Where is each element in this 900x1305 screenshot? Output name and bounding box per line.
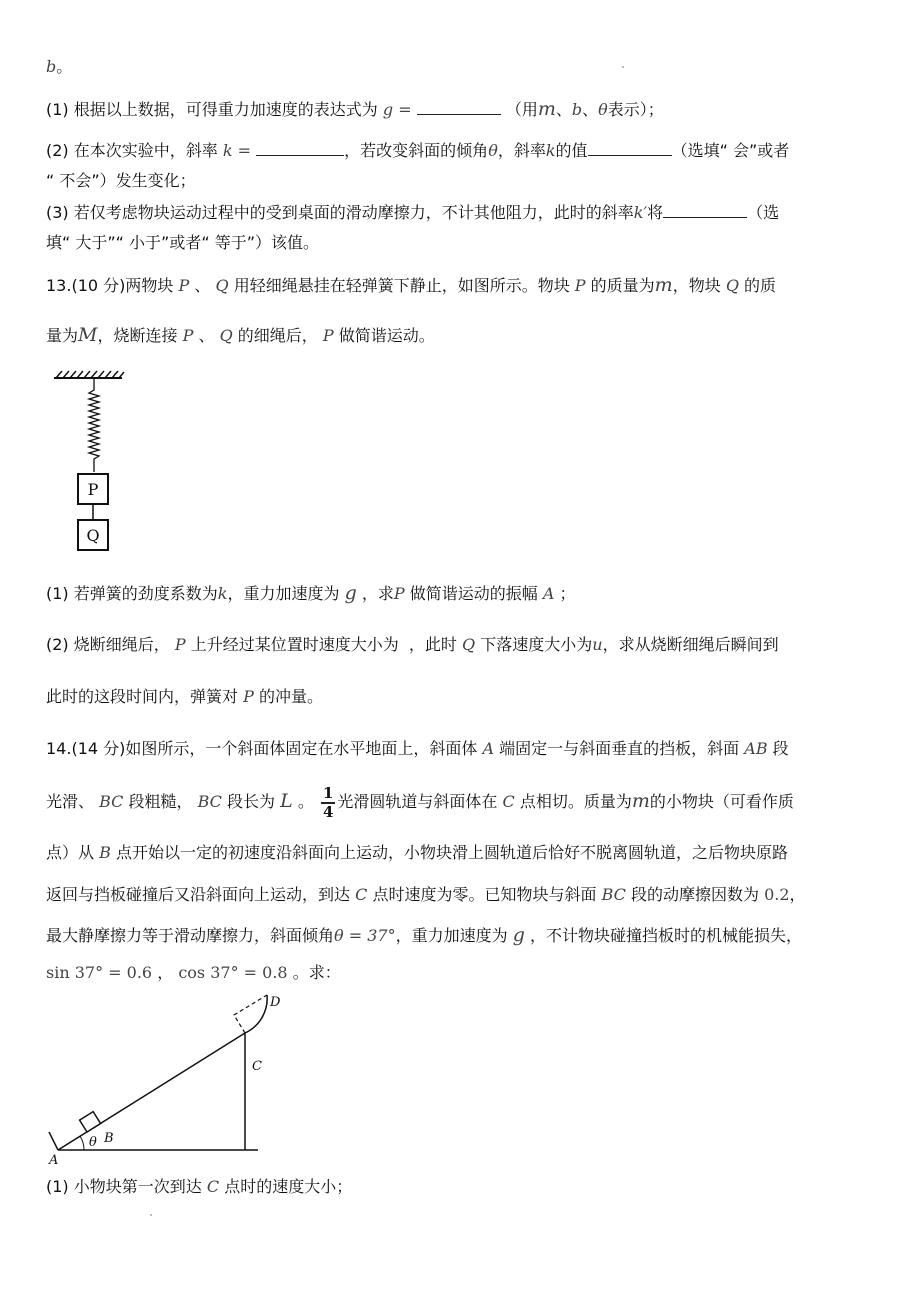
equals: = — [237, 141, 252, 160]
text: ； — [559, 584, 576, 603]
var-A: A — [542, 584, 555, 603]
sep: 、 — [198, 326, 215, 345]
var-g: g — [382, 100, 394, 119]
text: 若弹簧的劲度系数为 — [73, 584, 218, 603]
text: 的质量为 — [590, 276, 655, 295]
q14-line1 — [46, 738, 789, 760]
question-number: 14. — [46, 739, 72, 758]
small-block — [80, 1112, 101, 1132]
var-theta: θ — [488, 141, 498, 160]
question-number: 13. — [46, 276, 72, 295]
text: “ 不会”）发生变化； — [46, 171, 196, 190]
text: ，此时 — [408, 635, 457, 654]
text: 的值 — [555, 141, 588, 160]
var-P: P — [178, 276, 190, 295]
var-Q: Q — [219, 326, 233, 345]
text: ， — [789, 885, 806, 904]
sep: 、 — [582, 100, 599, 119]
var-BC: BC — [601, 885, 626, 904]
question-score: (14 分) — [71, 739, 126, 758]
var-P: P — [322, 326, 334, 345]
q14-line4 — [46, 884, 806, 906]
incline-surface — [58, 1033, 245, 1150]
var-P: P — [182, 326, 194, 345]
text: 将 — [647, 203, 664, 222]
var-BC: BC — [197, 792, 222, 811]
var-b: b — [571, 100, 583, 119]
var-P: P — [574, 276, 586, 295]
part-label: (2) — [46, 141, 69, 160]
q13-line1 — [46, 274, 776, 297]
var-g: g — [344, 582, 357, 604]
label-D: D — [270, 995, 280, 1010]
q12-part3-cont — [46, 232, 319, 254]
var-k-prime: k′ — [633, 203, 648, 222]
fraction-quarter — [321, 785, 335, 821]
sep: ， — [157, 963, 174, 982]
spring — [89, 378, 99, 472]
q12-part2 — [46, 140, 789, 162]
text: 端固定一与斜面垂直的挡板，斜面 — [499, 739, 740, 758]
var-P: P — [393, 584, 405, 603]
text: 的冲量。 — [258, 687, 323, 706]
text: （选填“ 会”或者 — [671, 141, 790, 160]
scan-dot — [150, 1214, 152, 1216]
answer-blank[interactable] — [417, 100, 501, 115]
text: 的小物块（可看作质 — [649, 792, 794, 811]
var-m: m — [631, 790, 650, 812]
frac-num: 1 — [322, 783, 334, 802]
carryover-line — [46, 56, 72, 78]
var-Q: Q — [725, 276, 739, 295]
text: 点相切。质量为 — [519, 792, 632, 811]
text: 若仅考虑物块运动过程中的受到桌面的滑动摩擦力，不计其他阻力，此时的斜率 — [73, 203, 634, 222]
var-k: k — [545, 141, 556, 160]
radius-lines — [234, 995, 267, 1033]
q13-sub2 — [46, 634, 779, 656]
var-P: P — [243, 687, 254, 706]
part-label: (1) — [46, 100, 69, 119]
q13-sub2-cont — [46, 686, 323, 708]
var-C: C — [355, 885, 368, 904]
cos-value: cos 37° = 0.8 — [178, 963, 288, 982]
q13-sub1 — [46, 582, 576, 605]
q12-part1 — [46, 98, 664, 121]
text: 填“ 大于”“ 小于”或者“ 等于”）该值。 — [46, 233, 319, 252]
part-label: (2) — [46, 635, 69, 654]
text: 光滑、 — [46, 792, 95, 811]
ceiling-hatch — [56, 371, 124, 378]
text: 量为 — [46, 326, 79, 345]
text: 。求： — [292, 963, 341, 982]
var-b: b — [46, 57, 57, 76]
var-Q: Q — [215, 276, 229, 295]
period: 。 — [56, 57, 73, 76]
equals: = — [398, 100, 412, 119]
text: 点时速度为零。已知物块与斜面 — [372, 885, 597, 904]
text: ，不计物块碰撞挡板时的机械能损失， — [529, 926, 802, 945]
label-theta: θ — [89, 1135, 97, 1150]
var-P: P — [174, 635, 186, 654]
question-score: (10 分) — [71, 276, 126, 295]
part-label: (3) — [46, 203, 69, 222]
var-M: M — [78, 324, 98, 346]
q14-line3 — [46, 842, 788, 864]
text: 表示）； — [607, 100, 664, 119]
var-C: C — [206, 1177, 220, 1196]
text: 段 — [772, 739, 789, 758]
text: ，重力加速度为 — [395, 926, 508, 945]
var-A: A — [482, 739, 495, 758]
var-theta: θ — [598, 100, 608, 119]
label-A: A — [49, 1153, 59, 1168]
text: 此时的这段时间内，弹簧对 — [46, 687, 239, 706]
text: 做简谐运动。 — [338, 326, 435, 345]
text: 做简谐运动的振幅 — [409, 584, 538, 603]
text: ，斜率 — [497, 141, 546, 160]
theta-equation: θ = 37° — [334, 926, 396, 945]
incline-figure — [40, 990, 280, 1170]
text: 段粗糙， — [128, 792, 193, 811]
text: 如图所示，一个斜面体固定在水平地面上，斜面体 — [125, 739, 478, 758]
text: 点开始以一定的初速度沿斜面向上运动，小物块滑上圆轨道后恰好不脱离圆轨道，之后物块原路 — [115, 843, 788, 862]
q14-line5 — [46, 924, 802, 947]
var-C: C — [502, 792, 515, 811]
text: 的细绳后， — [237, 326, 318, 345]
text: 根据以上数据，可得重力加速度的表达式为 — [73, 100, 378, 119]
q12-part3 — [46, 202, 779, 224]
scan-dot — [622, 66, 624, 68]
answer-blank[interactable] — [663, 203, 747, 218]
sin-value: sin 37° = 0.6 — [46, 963, 153, 982]
text: ，若改变斜面的倾角 — [344, 141, 489, 160]
text: 返回与挡板碰撞后又沿斜面向上运动，到达 — [46, 885, 351, 904]
var-BC: BC — [99, 792, 124, 811]
sep: 、 — [555, 100, 572, 119]
answer-blank[interactable] — [256, 141, 344, 156]
var-u: u — [592, 635, 603, 654]
block-q-label: Q — [86, 526, 100, 545]
text: 小物块第一次到达 — [73, 1177, 202, 1196]
text: 段长为 — [227, 792, 276, 811]
var-Q: Q — [462, 635, 476, 654]
quarter-circle-track — [245, 995, 267, 1033]
var-k: k — [222, 141, 233, 160]
text: ，重力加速度为 — [227, 584, 340, 603]
text: （选 — [747, 203, 780, 222]
part-label: (1) — [46, 584, 69, 603]
q14-line2 — [46, 784, 794, 821]
text: 烧断细绳后， — [73, 635, 170, 654]
text: 下落速度大小为 — [480, 635, 593, 654]
block-p-label: P — [87, 480, 99, 499]
text: ，物块 — [672, 276, 721, 295]
q14-line6 — [46, 962, 341, 984]
barrier — [49, 1132, 58, 1150]
text: 上升经过某位置时速度大小为 — [190, 635, 399, 654]
label-B: B — [104, 1131, 114, 1146]
text: 点）从 — [46, 843, 95, 862]
sep: 、 — [194, 276, 211, 295]
text: 点时的速度大小； — [224, 1177, 353, 1196]
q12-part2-cont — [46, 170, 196, 192]
var-k: k — [217, 584, 228, 603]
var-m: m — [654, 274, 673, 296]
text: 光滑圆轨道与斜面体在 — [337, 792, 498, 811]
q13-line2 — [46, 324, 435, 347]
var-L: L — [280, 790, 293, 812]
text: （用 — [505, 100, 538, 119]
text: 。 — [297, 792, 314, 811]
text: 最大静摩擦力等于滑动摩擦力，斜面倾角 — [46, 926, 335, 945]
text: ，求从烧断细绳后瞬间到 — [602, 635, 779, 654]
mu-value: 0.2 — [764, 885, 790, 904]
text: 的质 — [744, 276, 777, 295]
text: ，烧断连接 — [97, 326, 178, 345]
answer-blank[interactable] — [588, 141, 672, 156]
var-AB: AB — [744, 739, 768, 758]
var-B: B — [99, 843, 111, 862]
text: ，求 — [361, 584, 394, 603]
text: 两物块 — [125, 276, 174, 295]
var-g: g — [512, 924, 525, 946]
q14-sub1 — [46, 1176, 352, 1198]
text: 用轻细绳悬挂在轻弹簧下静止，如图所示。物块 — [233, 276, 570, 295]
text: 段的动摩擦因数为 — [630, 885, 759, 904]
angle-arc — [80, 1136, 84, 1150]
spring-figure — [40, 368, 140, 558]
frac-den: 4 — [322, 802, 334, 821]
text: 在本次实验中，斜率 — [73, 141, 218, 160]
part-label: (1) — [46, 1177, 69, 1196]
var-m: m — [537, 98, 556, 120]
label-C: C — [252, 1059, 262, 1074]
